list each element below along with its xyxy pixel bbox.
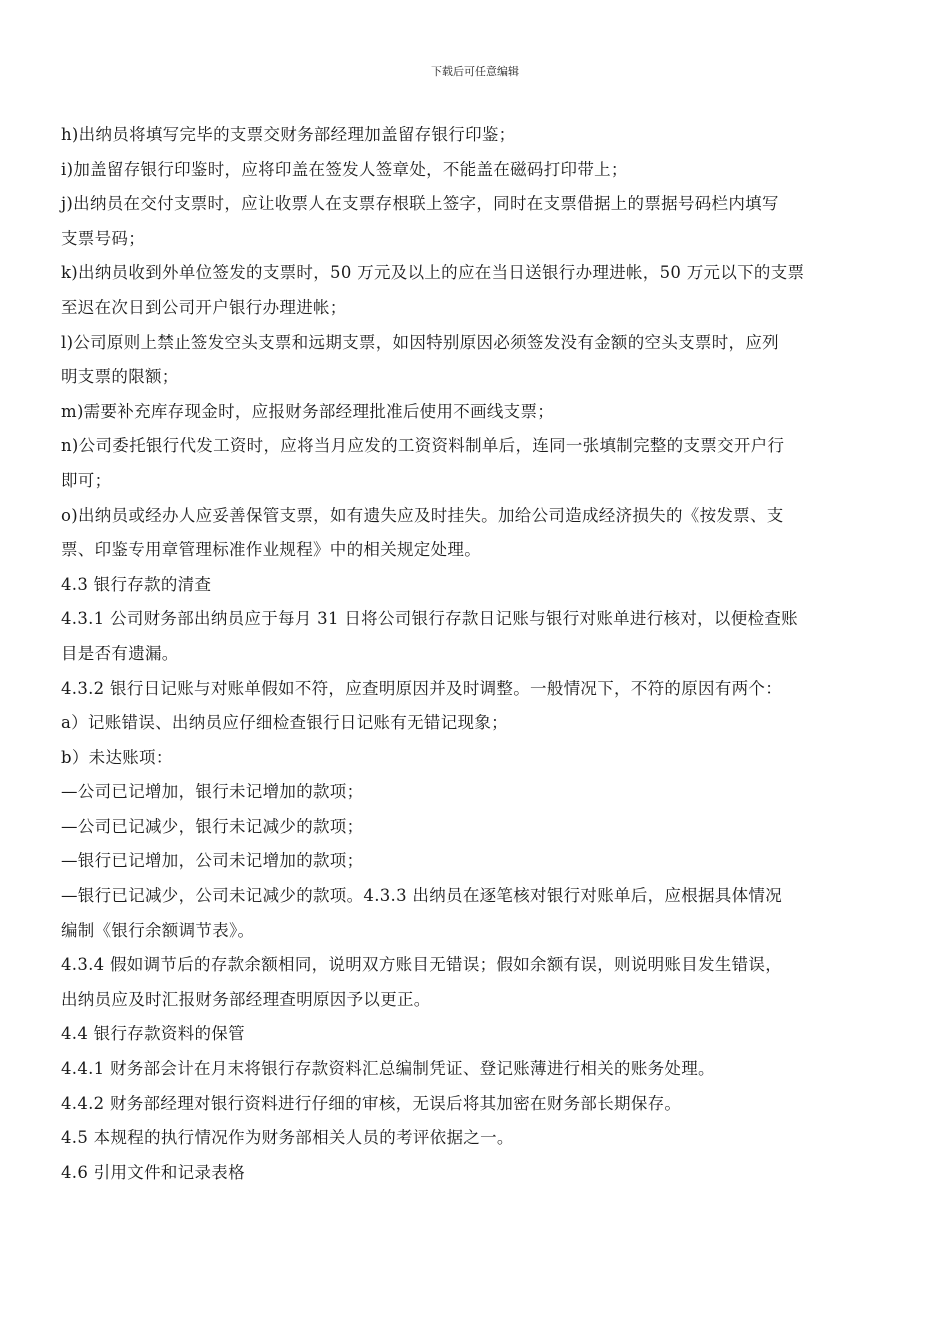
- list-item: —银行已记减少，公司未记减少的款项。4.3.3 出纳员在逐笔核对银行对账单后，应根据具体情况: [61, 886, 783, 906]
- body-line: i)加盖留存银行印鉴时，应将印盖在签发人签章处，不能盖在磁码打印带上；: [61, 159, 628, 179]
- body-line: 4.4.2 财务部经理对银行资料进行仔细的审核，无误后将其加密在财务部长期保存。: [61, 1093, 682, 1113]
- body-line: b）未达账项：: [61, 747, 173, 767]
- body-line: 支票号码；: [61, 228, 145, 248]
- list-item: —公司已记减少，银行未记减少的款项；: [61, 816, 364, 836]
- page-header: 下载后可任意编辑: [431, 65, 519, 78]
- body-line: k)出纳员收到外单位签发的支票时，50 万元及以上的应在当日送银行办理进帐，50 万元以下的支票: [61, 263, 805, 283]
- body-line: j)出纳员在交付支票时，应让收票人在支票存根联上签字，同时在支票借据上的票据号码栏内填写: [61, 194, 779, 214]
- body-line: h)出纳员将填写完毕的支票交财务部经理加盖留存银行印鉴；: [61, 125, 516, 144]
- body-line: 至迟在次日到公司开户银行办理进帐；: [61, 297, 347, 317]
- body-line: 票、印鉴专用章管理标准作业规程》中的相关规定处理。: [61, 540, 481, 560]
- section-heading: 4.4 银行存款资料的保管: [61, 1024, 245, 1044]
- body-line: 4.4.1 财务部会计在月末将银行存款资料汇总编制凭证、登记账薄进行相关的账务处理。: [61, 1059, 715, 1079]
- body-line: 4.3.1 公司财务部出纳员应于每月 31 日将公司银行存款日记账与银行对账单进行核对，以便检查账: [61, 609, 798, 629]
- section-heading: 4.6 引用文件和记录表格: [61, 1162, 245, 1182]
- body-line: o)出纳员或经办人应妥善保管支票，如有遗失应及时挂失。加给公司造成经济损失的《按发票、支: [61, 505, 784, 525]
- document-body: [61, 118, 893, 1190]
- body-line: 编制《银行余额调节表》。: [61, 920, 255, 940]
- body-line: a）记账错误、出纳员应仔细检查银行日记账有无错记现象；: [61, 713, 508, 733]
- body-line: 4.3.2 银行日记账与对账单假如不符，应查明原因并及时调整。一般情况下，不符的原因有两个：: [61, 678, 783, 698]
- body-line: n)公司委托银行代发工资时，应将当月应发的工资资料制单后，连同一张填制完整的支票交开户行: [61, 436, 785, 456]
- body-line: 4.3.4 假如调节后的存款余额相同，说明双方账目无错误；假如余额有误，则说明账目发生错误，: [61, 955, 783, 975]
- body-line: l)公司原则上禁止签发空头支票和远期支票，如因特别原因必须签发没有金额的空头支票时，应列: [61, 332, 779, 352]
- list-item: —银行已记增加，公司未记增加的款项；: [61, 851, 364, 871]
- body-line: 即可；: [61, 470, 112, 490]
- section-heading: 4.5 本规程的执行情况作为财务部相关人员的考评依据之一。: [61, 1128, 514, 1148]
- body-line: 明支票的限额；: [61, 367, 179, 387]
- body-line: 目是否有遗漏。: [61, 643, 179, 663]
- body-line: m)需要补充库存现金时，应报财务部经理批准后使用不画线支票；: [61, 401, 555, 421]
- section-heading: 4.3 银行存款的清查: [61, 574, 212, 594]
- list-item: —公司已记增加，银行未记增加的款项；: [61, 782, 364, 802]
- body-line: 出纳员应及时汇报财务部经理查明原因予以更正。: [61, 989, 431, 1009]
